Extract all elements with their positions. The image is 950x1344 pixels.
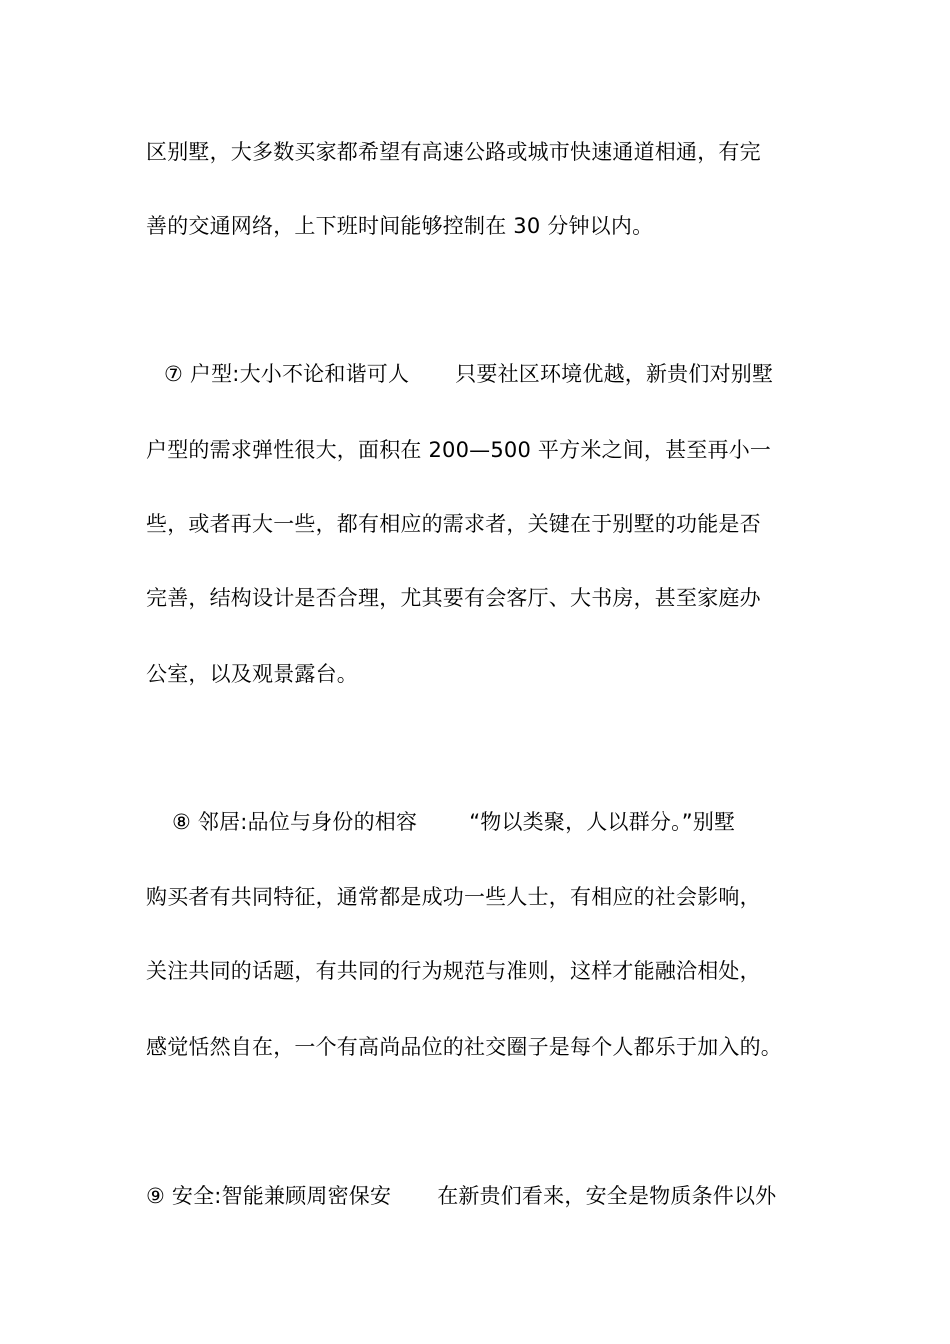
paragraph-text: 只要社区环境优越，新贵们对别墅: [455, 362, 774, 386]
section-heading-line: [172, 808, 852, 836]
section-heading-line: [164, 360, 844, 388]
paragraph-line: 购买者有共同特征，通常都是成功一些人士，有相应的社会影响，: [146, 885, 761, 909]
paragraph-text: 在新贵们看来，安全是物质条件以外: [437, 1184, 777, 1208]
paragraph-line: 感觉恬然自在，一个有高尚品位的社交圈子是每个人都乐于加入的。: [146, 1035, 782, 1059]
paragraph-line: 关注共同的话题，有共同的行为规范与准则，这样才能融洽相处，: [146, 959, 761, 983]
paragraph-line: 善的交通网络，上下班时间能够控制在 30 分钟以内。: [146, 214, 654, 238]
paragraph-line: 完善，结构设计是否合理，尤其要有会客厅、大书房，甚至家庭办: [146, 586, 761, 610]
section-heading-line: [146, 1182, 826, 1210]
paragraph-line: 公室，以及观景露台。: [146, 662, 358, 686]
paragraph-text: “物以类聚，人以群分。”别墅: [469, 810, 736, 834]
section-heading: ⑨ 安全:智能兼顾周密保安: [146, 1184, 392, 1208]
paragraph-line: 区别墅，大多数买家都希望有高速公路或城市快速通道相通，有完: [146, 140, 761, 164]
section-heading: ⑦ 户型:大小不论和谐可人: [164, 362, 410, 386]
section-heading: ⑧ 邻居:品位与身份的相容: [172, 810, 418, 834]
paragraph-line: 户型的需求弹性很大，面积在 200—500 平方米之间，甚至再小一: [146, 438, 772, 462]
paragraph-line: 些，或者再大一些，都有相应的需求者，关键在于别墅的功能是否: [146, 512, 761, 536]
